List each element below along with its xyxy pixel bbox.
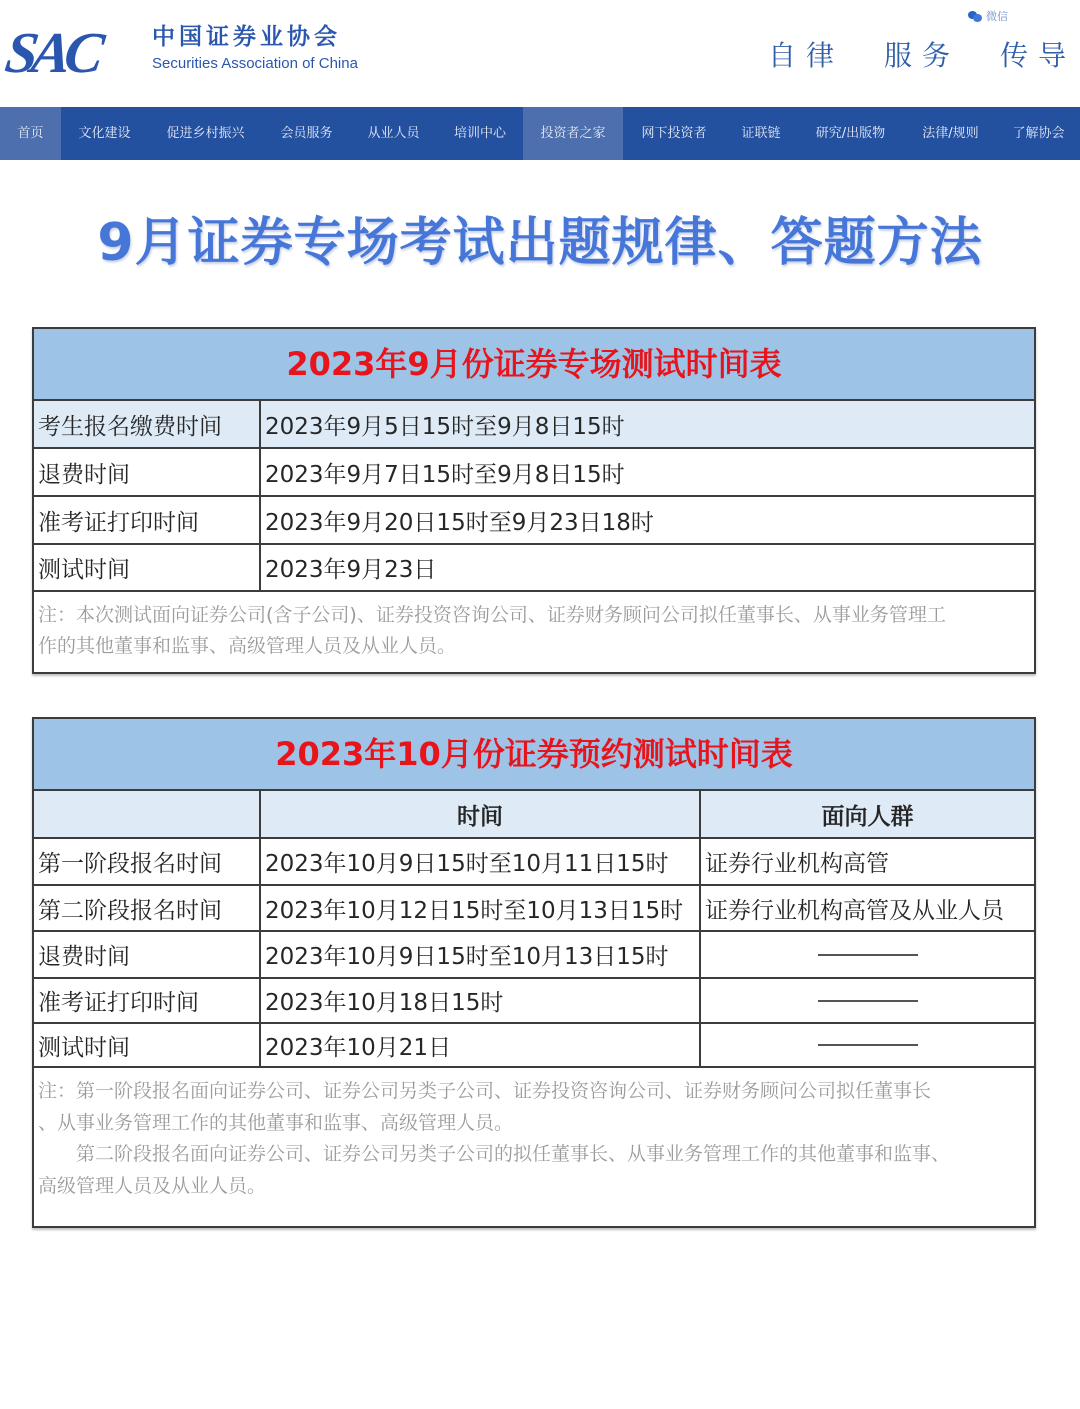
column-header-row (34, 791, 1034, 839)
nav-item-about[interactable]: 了解协会 (1012, 126, 1065, 141)
logo-text (152, 24, 358, 74)
table-note (34, 1068, 1034, 1226)
nav-item-research-publications[interactable]: 研究/出版物 (815, 126, 886, 141)
row-audience-empty (699, 932, 1034, 977)
table-title: 2023年10月份证券预约测试时间表 (34, 719, 1034, 791)
row-value: 2023年9月20日15时至9月23日18时 (259, 497, 1034, 543)
table-row (34, 449, 1034, 497)
column-header (34, 791, 259, 837)
september-schedule-table (32, 327, 1036, 674)
row-value: 2023年9月7日15时至9月8日15时 (259, 449, 1034, 495)
row-audience: 证券行业机构高管及从业人员 (699, 886, 1034, 930)
nav-item-securities-chain[interactable]: 证联链 (741, 126, 781, 141)
column-header-time: 时间 (259, 791, 699, 837)
slogan-transmission: 传导 (1000, 39, 1077, 72)
table-row (34, 839, 1034, 886)
row-value: 2023年9月5日15时至9月8日15时 (259, 401, 1034, 447)
row-label: 退费时间 (38, 461, 130, 488)
slogan-service: 服务 (884, 39, 961, 72)
note-line: 第二阶段报名面向证券公司、证券公司另类子公司的拟任董事长、从事业务管理工作的其他董事和监事、 (76, 1143, 951, 1165)
row-label: 退费时间 (38, 944, 130, 970)
wechat-label: 微信 (986, 10, 1008, 23)
note-line: 、从事业务管理工作的其他董事和监事、高级管理人员。 (38, 1111, 514, 1134)
note-line: 注：第一阶段报名面向证券公司、证券公司另类子公司、证券投资咨询公司、证券财务顾问公司拟任董事长 (38, 1080, 932, 1102)
table-row (34, 497, 1034, 545)
note-line: 注：本次测试面向证券公司(含子公司)、证券投资咨询公司、证券财务顾问公司拟任董事长、从事业务管理工 (38, 604, 946, 626)
nav-item-culture[interactable]: 文化建设 (78, 126, 131, 141)
nav-item-practitioners[interactable]: 从业人员 (367, 126, 420, 141)
slogan (768, 34, 1076, 74)
table-row (34, 1024, 1034, 1068)
table-title: 2023年9月份证券专场测试时间表 (34, 329, 1034, 401)
nav-item-offline-investors[interactable]: 网下投资者 (641, 126, 707, 141)
row-value: 2023年9月23日 (259, 545, 1034, 590)
row-label: 准考证打印时间 (38, 509, 199, 536)
october-schedule-table (32, 717, 1036, 1228)
row-audience-empty (699, 979, 1034, 1022)
main-nav (0, 107, 1080, 160)
row-label: 第二阶段报名时间 (38, 897, 222, 924)
row-time: 2023年10月9日15时至10月11日15时 (259, 839, 699, 884)
page-title: 9月证券专场考试出题规律、答题方法 (97, 213, 983, 273)
table-row (34, 545, 1034, 592)
row-label: 准考证打印时间 (38, 990, 199, 1016)
row-label: 第一阶段报名时间 (38, 851, 222, 877)
note-line: 作的其他董事和监事、高级管理人员及从业人员。 (38, 635, 457, 657)
nav-item-home[interactable]: 首页 (0, 107, 61, 160)
nav-item-training-center[interactable]: 培训中心 (453, 126, 506, 141)
table-row (34, 886, 1034, 932)
logo-mark: SAC (1, 20, 103, 85)
table-row (34, 401, 1034, 449)
logo-chinese-name: 中国证券业协会 (152, 24, 341, 50)
logo-english-name: Securities Association of China (152, 55, 358, 72)
table-row (34, 932, 1034, 979)
row-label: 测试时间 (38, 1034, 130, 1061)
note-line: 高级管理人员及从业人员。 (38, 1174, 267, 1197)
nav-item-rural-revitalization[interactable]: 促进乡村振兴 (166, 126, 245, 141)
table-note (34, 592, 1034, 672)
nav-item-member-services[interactable]: 会员服务 (280, 126, 333, 141)
row-label: 测试时间 (38, 557, 130, 583)
wechat-icon (968, 11, 982, 22)
site-header (0, 0, 1080, 107)
sac-logo[interactable] (1, 20, 358, 85)
row-time: 2023年10月21日 (259, 1024, 699, 1066)
slogan-self-discipline: 自律 (768, 39, 845, 72)
row-audience-empty (699, 1024, 1034, 1066)
row-time: 2023年10月12日15时至10月13日15时 (259, 886, 699, 930)
row-label: 考生报名缴费时间 (38, 413, 222, 440)
row-time: 2023年10月9日15时至10月13日15时 (259, 932, 699, 977)
dash-placeholder (818, 1044, 918, 1046)
row-time: 2023年10月18日15时 (259, 979, 699, 1022)
wechat-link[interactable] (968, 8, 1008, 24)
row-audience: 证券行业机构高管 (699, 839, 1034, 884)
dash-placeholder (818, 954, 918, 956)
table-row (34, 979, 1034, 1024)
nav-item-laws-rules[interactable]: 法律/规则 (922, 126, 979, 141)
dash-placeholder (818, 1000, 918, 1002)
nav-item-investor-home[interactable]: 投资者之家 (523, 107, 623, 160)
column-header-audience: 面向人群 (699, 791, 1034, 837)
